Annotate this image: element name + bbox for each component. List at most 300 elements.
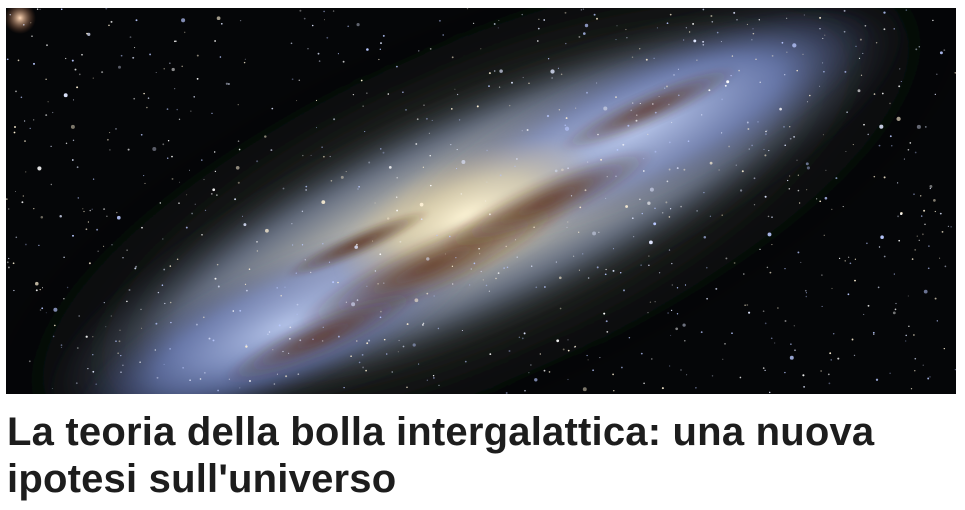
star — [116, 212, 117, 213]
star — [398, 340, 399, 341]
star — [331, 180, 333, 182]
star — [108, 25, 109, 26]
star — [433, 375, 434, 376]
star — [578, 36, 580, 38]
star — [405, 109, 406, 110]
star — [583, 32, 586, 35]
star — [354, 245, 358, 249]
star — [111, 244, 112, 245]
star — [874, 176, 876, 178]
star — [170, 322, 171, 323]
star — [498, 20, 499, 21]
star — [680, 206, 682, 208]
star — [519, 337, 520, 338]
star — [740, 377, 742, 379]
star — [648, 256, 649, 257]
star — [426, 118, 428, 120]
star — [868, 305, 870, 307]
star — [567, 167, 569, 169]
star — [555, 170, 558, 173]
star — [450, 144, 451, 145]
star — [755, 59, 756, 60]
star — [498, 272, 500, 274]
star — [772, 55, 774, 57]
star — [730, 75, 731, 76]
star — [556, 339, 559, 342]
star — [368, 340, 370, 342]
star — [703, 192, 704, 193]
star — [743, 273, 745, 275]
star — [685, 284, 686, 285]
star — [338, 53, 339, 54]
star — [191, 213, 193, 215]
star — [184, 32, 185, 33]
star — [867, 134, 869, 136]
star — [63, 298, 64, 299]
star — [721, 132, 722, 133]
star — [133, 98, 135, 100]
star — [422, 324, 424, 326]
star — [748, 312, 750, 314]
star — [130, 36, 132, 38]
star — [636, 120, 638, 122]
star — [640, 103, 641, 104]
star — [378, 59, 379, 60]
star — [92, 336, 93, 337]
star — [588, 359, 589, 360]
star — [682, 323, 685, 326]
star — [362, 366, 364, 368]
star — [418, 50, 419, 51]
star — [632, 102, 633, 103]
star — [945, 266, 947, 268]
star — [213, 339, 215, 341]
star — [76, 382, 78, 384]
star — [534, 378, 537, 381]
star — [13, 262, 15, 264]
star — [933, 199, 936, 202]
star — [883, 28, 885, 30]
star — [588, 277, 590, 279]
star — [452, 56, 454, 58]
star — [929, 376, 930, 377]
star — [90, 210, 91, 211]
star — [915, 48, 917, 50]
star — [291, 223, 292, 224]
star — [599, 357, 600, 358]
star — [383, 35, 385, 37]
star — [33, 119, 34, 120]
star — [805, 290, 807, 292]
star — [35, 282, 39, 286]
star — [372, 241, 373, 242]
star — [374, 202, 375, 203]
star — [92, 354, 93, 355]
star — [935, 94, 936, 95]
star — [549, 371, 551, 373]
star — [103, 208, 105, 210]
star — [82, 208, 83, 209]
star — [104, 302, 105, 303]
star — [179, 119, 180, 120]
star — [87, 33, 90, 36]
star — [245, 284, 246, 285]
star — [659, 272, 660, 273]
star — [669, 365, 670, 366]
star — [585, 189, 587, 191]
star — [523, 77, 524, 78]
star — [560, 308, 562, 310]
star — [565, 127, 569, 131]
star — [98, 251, 99, 252]
star — [14, 126, 16, 128]
article-headline[interactable]: La teoria della bolla intergalattica: una nuova ipotesi sull'universo — [7, 410, 875, 501]
star — [736, 165, 737, 166]
star — [101, 71, 103, 73]
star — [747, 128, 749, 130]
star — [265, 229, 269, 233]
star — [380, 311, 382, 313]
star — [786, 18, 787, 19]
star — [533, 226, 535, 228]
star — [168, 140, 169, 141]
star — [361, 80, 363, 82]
star — [763, 310, 765, 312]
star — [650, 188, 654, 192]
star — [329, 262, 330, 263]
star — [86, 336, 88, 338]
star — [615, 39, 616, 40]
star — [527, 129, 529, 131]
star — [195, 204, 196, 205]
star — [421, 218, 423, 220]
star — [640, 264, 641, 265]
star — [951, 226, 952, 227]
star — [579, 207, 581, 209]
star — [389, 166, 392, 169]
star — [279, 324, 281, 326]
star — [423, 104, 425, 106]
star — [917, 125, 921, 129]
star — [670, 208, 671, 209]
star — [211, 193, 213, 195]
star — [648, 265, 649, 266]
star — [489, 353, 491, 355]
star — [45, 114, 47, 116]
star — [358, 186, 360, 188]
star — [530, 364, 531, 365]
star — [647, 134, 648, 135]
star — [879, 246, 880, 247]
star — [162, 284, 164, 286]
star — [932, 20, 933, 21]
star — [316, 100, 317, 101]
star — [129, 289, 131, 291]
star — [632, 56, 633, 57]
star — [172, 178, 174, 180]
star — [23, 195, 24, 196]
star — [879, 145, 881, 147]
star — [25, 171, 26, 172]
star — [474, 263, 476, 265]
star — [170, 265, 171, 266]
star — [323, 156, 325, 158]
star — [302, 211, 303, 212]
star — [878, 287, 880, 289]
star — [807, 101, 808, 102]
star — [489, 291, 490, 292]
star — [238, 182, 240, 184]
star — [38, 245, 39, 246]
star — [603, 313, 605, 315]
star — [365, 370, 367, 372]
star — [939, 258, 940, 259]
star — [72, 235, 74, 237]
star — [524, 332, 526, 334]
star — [890, 135, 892, 137]
star — [499, 69, 503, 73]
star — [399, 241, 401, 243]
star — [122, 257, 123, 258]
star — [7, 58, 9, 60]
star — [312, 338, 314, 340]
star — [767, 267, 769, 269]
star — [764, 370, 765, 371]
star — [509, 105, 510, 106]
star — [771, 244, 772, 245]
star — [189, 379, 191, 381]
star — [347, 25, 349, 27]
star — [800, 262, 801, 263]
star — [507, 267, 508, 268]
star — [621, 367, 623, 369]
star — [10, 14, 11, 15]
star — [214, 151, 215, 152]
star — [859, 58, 860, 59]
star — [806, 292, 807, 293]
article-hero-image[interactable] — [6, 8, 956, 394]
star — [359, 362, 361, 364]
star — [96, 229, 98, 231]
star — [855, 259, 856, 260]
star — [582, 253, 583, 254]
star — [678, 69, 679, 70]
star — [221, 23, 223, 25]
star — [72, 159, 74, 161]
star — [726, 80, 729, 83]
star — [889, 103, 891, 105]
star — [573, 256, 574, 257]
star — [155, 349, 156, 350]
star — [245, 345, 247, 347]
star — [429, 133, 430, 134]
star — [759, 249, 760, 250]
star — [820, 370, 821, 371]
star — [215, 171, 216, 172]
star — [343, 61, 345, 63]
star — [725, 85, 727, 87]
star — [866, 242, 868, 244]
star — [384, 339, 386, 341]
star — [673, 74, 675, 76]
star — [702, 44, 704, 46]
star — [665, 201, 667, 203]
star — [782, 42, 784, 44]
star — [323, 327, 324, 328]
star — [883, 11, 885, 13]
star — [53, 308, 57, 312]
star — [891, 145, 892, 146]
star — [677, 167, 679, 169]
star — [366, 286, 367, 287]
star — [825, 170, 826, 171]
star — [333, 10, 334, 11]
star — [459, 119, 460, 120]
star — [292, 78, 294, 80]
star — [655, 112, 657, 114]
star — [120, 372, 121, 373]
star — [900, 213, 902, 215]
star — [671, 122, 672, 123]
star — [215, 278, 217, 280]
star — [790, 356, 794, 360]
star — [64, 93, 68, 97]
star — [666, 85, 668, 87]
star — [671, 263, 672, 264]
star — [912, 258, 914, 260]
star — [771, 337, 773, 339]
star — [426, 293, 428, 295]
star — [256, 160, 258, 162]
star — [88, 221, 89, 222]
star — [692, 23, 694, 25]
star — [122, 364, 124, 366]
star — [657, 27, 658, 28]
star — [106, 215, 108, 217]
star — [802, 374, 804, 376]
star — [789, 188, 791, 190]
star — [919, 240, 920, 241]
star — [321, 146, 323, 148]
star — [54, 325, 56, 327]
star — [880, 235, 884, 239]
star — [853, 144, 854, 145]
star — [363, 106, 364, 107]
star — [326, 37, 328, 39]
star — [696, 210, 698, 212]
star — [77, 166, 79, 168]
star — [819, 28, 820, 29]
star — [53, 336, 55, 338]
star — [228, 83, 230, 85]
star — [563, 348, 565, 350]
star — [908, 149, 910, 151]
star — [353, 94, 354, 95]
star — [299, 10, 301, 12]
star — [578, 232, 579, 233]
star — [884, 256, 886, 258]
star — [528, 83, 529, 84]
star — [922, 233, 924, 235]
star — [905, 335, 907, 337]
star — [551, 77, 552, 78]
star — [40, 309, 42, 311]
star — [587, 162, 588, 163]
star — [667, 22, 669, 24]
star — [760, 82, 761, 83]
star — [605, 198, 606, 199]
star — [83, 211, 84, 212]
star — [481, 271, 482, 272]
star — [710, 15, 712, 17]
star — [559, 276, 562, 279]
star — [796, 70, 798, 72]
star — [136, 19, 138, 21]
star — [169, 348, 171, 350]
star — [895, 309, 897, 311]
star — [214, 40, 216, 42]
star — [337, 282, 339, 284]
star — [829, 352, 831, 354]
star — [283, 188, 285, 190]
star — [449, 236, 451, 238]
star — [285, 375, 287, 377]
star — [655, 151, 657, 153]
star — [181, 66, 182, 67]
star — [357, 299, 359, 301]
star — [583, 387, 587, 391]
star — [324, 19, 325, 20]
star — [789, 126, 790, 127]
star — [366, 48, 369, 51]
star — [132, 57, 134, 59]
star — [936, 74, 938, 76]
star — [874, 93, 876, 95]
star — [925, 126, 927, 128]
star — [802, 54, 803, 55]
star — [146, 107, 148, 109]
star — [819, 17, 821, 19]
star — [31, 35, 33, 37]
star — [655, 301, 656, 302]
star — [784, 144, 786, 146]
star — [236, 166, 240, 170]
star — [898, 240, 900, 242]
star — [141, 328, 142, 329]
star — [629, 337, 630, 338]
star — [731, 332, 733, 334]
star — [884, 176, 886, 178]
star — [669, 169, 671, 171]
star — [669, 216, 671, 218]
star — [396, 210, 398, 212]
star — [179, 182, 180, 183]
star — [134, 47, 135, 48]
star — [538, 19, 539, 20]
star — [415, 143, 417, 145]
star — [413, 343, 416, 346]
star — [798, 175, 799, 176]
star — [307, 48, 308, 49]
star — [126, 249, 128, 251]
star — [895, 303, 896, 304]
galaxy-image — [6, 8, 956, 394]
star — [942, 231, 944, 233]
star — [277, 374, 278, 375]
star — [823, 134, 824, 135]
star — [561, 74, 563, 76]
star — [109, 149, 111, 151]
